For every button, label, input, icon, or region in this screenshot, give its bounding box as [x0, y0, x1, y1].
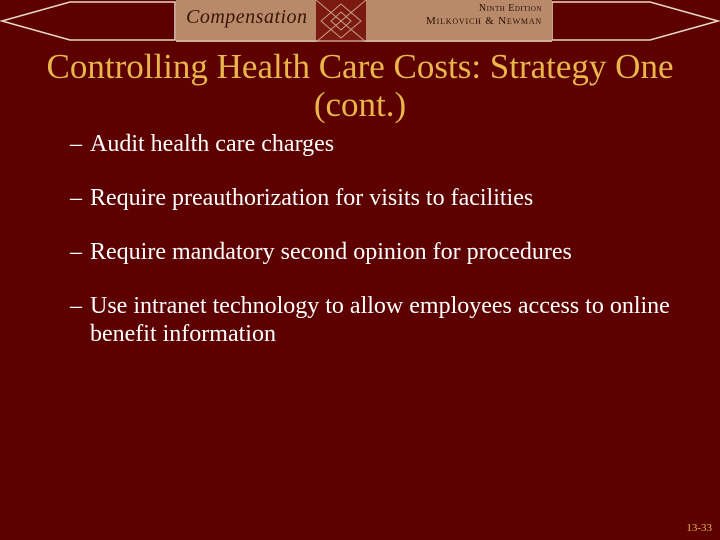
bullet-item: [70, 130, 700, 158]
header-banner: [0, 0, 720, 42]
bullet-item: [70, 184, 700, 212]
bullet-text: Audit health care charges: [90, 131, 335, 157]
bullet-dash: –: [70, 239, 82, 265]
bullet-dash: –: [70, 131, 82, 157]
bullet-text: Require mandatory second opinion for procedures: [90, 239, 572, 265]
bullet-dash: –: [70, 185, 82, 211]
authors: Milkovich & Newman: [426, 14, 542, 27]
bullet-text: Require preauthorization for visits to facilities: [90, 185, 534, 211]
slide-title: Controlling Health Care Costs: Strategy One (cont.): [46, 47, 674, 124]
bullet-list: [70, 130, 700, 374]
bullet-item: [70, 292, 700, 348]
banner-graphic: [0, 0, 720, 42]
bullet-dash: –: [70, 293, 82, 319]
slide-number: 13-33: [686, 522, 712, 534]
bullet-item: [70, 238, 700, 266]
logo-text: Compensation: [186, 6, 308, 28]
bullet-text: Use intranet technology to allow employees access to online benefit information: [90, 293, 670, 347]
edition-label: [382, 3, 542, 27]
edition-number: Ninth Edition: [478, 3, 542, 14]
